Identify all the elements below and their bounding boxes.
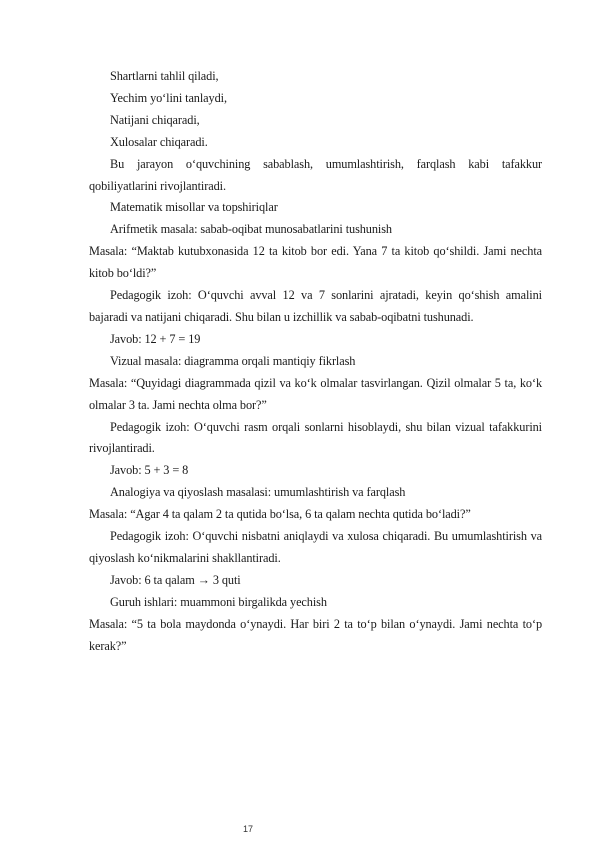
note-arithmetic: Pedagogik izoh: O‘quvchi avval 12 va 7 sonlarini ajratadi, keyin qo‘shish amalini bajaradi va natijani chiqaradi. Shu bilan u izchillik va sabab-oqibatni tushunadi. bbox=[89, 288, 542, 324]
paragraph-3: Natijani chiqaradi, bbox=[110, 112, 200, 127]
paragraph-2: Yechim yo‘lini tanlaydi, bbox=[110, 90, 227, 105]
page-body bbox=[89, 66, 542, 657]
subheading-arithmetic: Arifmetik masala: sabab-oqibat munosabatlarini tushunish bbox=[110, 222, 392, 237]
answer-analogy: Javob: 6 ta qalam → 3 quti bbox=[110, 572, 241, 587]
paragraph-1: Shartlarni tahlil qiladi, bbox=[110, 69, 219, 83]
note-visual: Pedagogik izoh: O‘quvchi rasm orqali sonlarni hisoblaydi, shu bilan vizual tafakkurini rivojlantiradi. bbox=[89, 419, 542, 456]
problem-group: Masala: “5 ta bola maydonda o‘ynaydi. Har biri 2 ta to‘p bilan o‘ynaydi. Jami nechta to‘p kerak?” bbox=[89, 616, 542, 653]
problem-analogy: Masala: “Agar 4 ta qalam 2 ta qutida bo‘lsa, 6 ta qalam nechta qutida bo‘ladi?” bbox=[89, 507, 471, 522]
note-analogy: Pedagogik izoh: O‘quvchi nisbatni aniqlaydi va xulosa chiqaradi. Bu umumlashtirish va qiyoslash ko‘nikmalarini shakllantiradi. bbox=[89, 529, 542, 565]
paragraph-5: Bu jarayon o‘quvchining sabablash, umumlashtirish, farqlash kabi tafakkur qobiliyatlarini rivojlantiradi. bbox=[89, 156, 542, 193]
subheading-group: Guruh ishlari: muammoni birgalikda yechish bbox=[110, 594, 327, 609]
page-number: 17 bbox=[243, 824, 254, 834]
subheading-visual: Vizual masala: diagramma orqali mantiqiy fikrlash bbox=[110, 353, 356, 368]
subheading-analogy: Analogiya va qiyoslash masalasi: umumlashtirish va farqlash bbox=[110, 485, 406, 500]
problem-visual: Masala: “Quyidagi diagrammada qizil va ko‘k olmalar tasvirlangan. Qizil olmalar 5 ta, ko‘k olmalar 3 ta. Jami nechta olma bor?” bbox=[89, 375, 542, 412]
section-heading-tasks: Matematik misollar va topshiriqlar bbox=[110, 200, 278, 215]
answer-visual: Javob: 5 + 3 = 8 bbox=[110, 463, 189, 478]
answer-arithmetic: Javob: 12 + 7 = 19 bbox=[110, 331, 201, 346]
paragraph-4: Xulosalar chiqaradi. bbox=[110, 134, 208, 149]
problem-arithmetic: Masala: “Maktab kutubxonasida 12 ta kitob bor edi. Yana 7 ta kitob qo‘shildi. Jami nechta kitob bo‘ldi?” bbox=[89, 244, 542, 281]
